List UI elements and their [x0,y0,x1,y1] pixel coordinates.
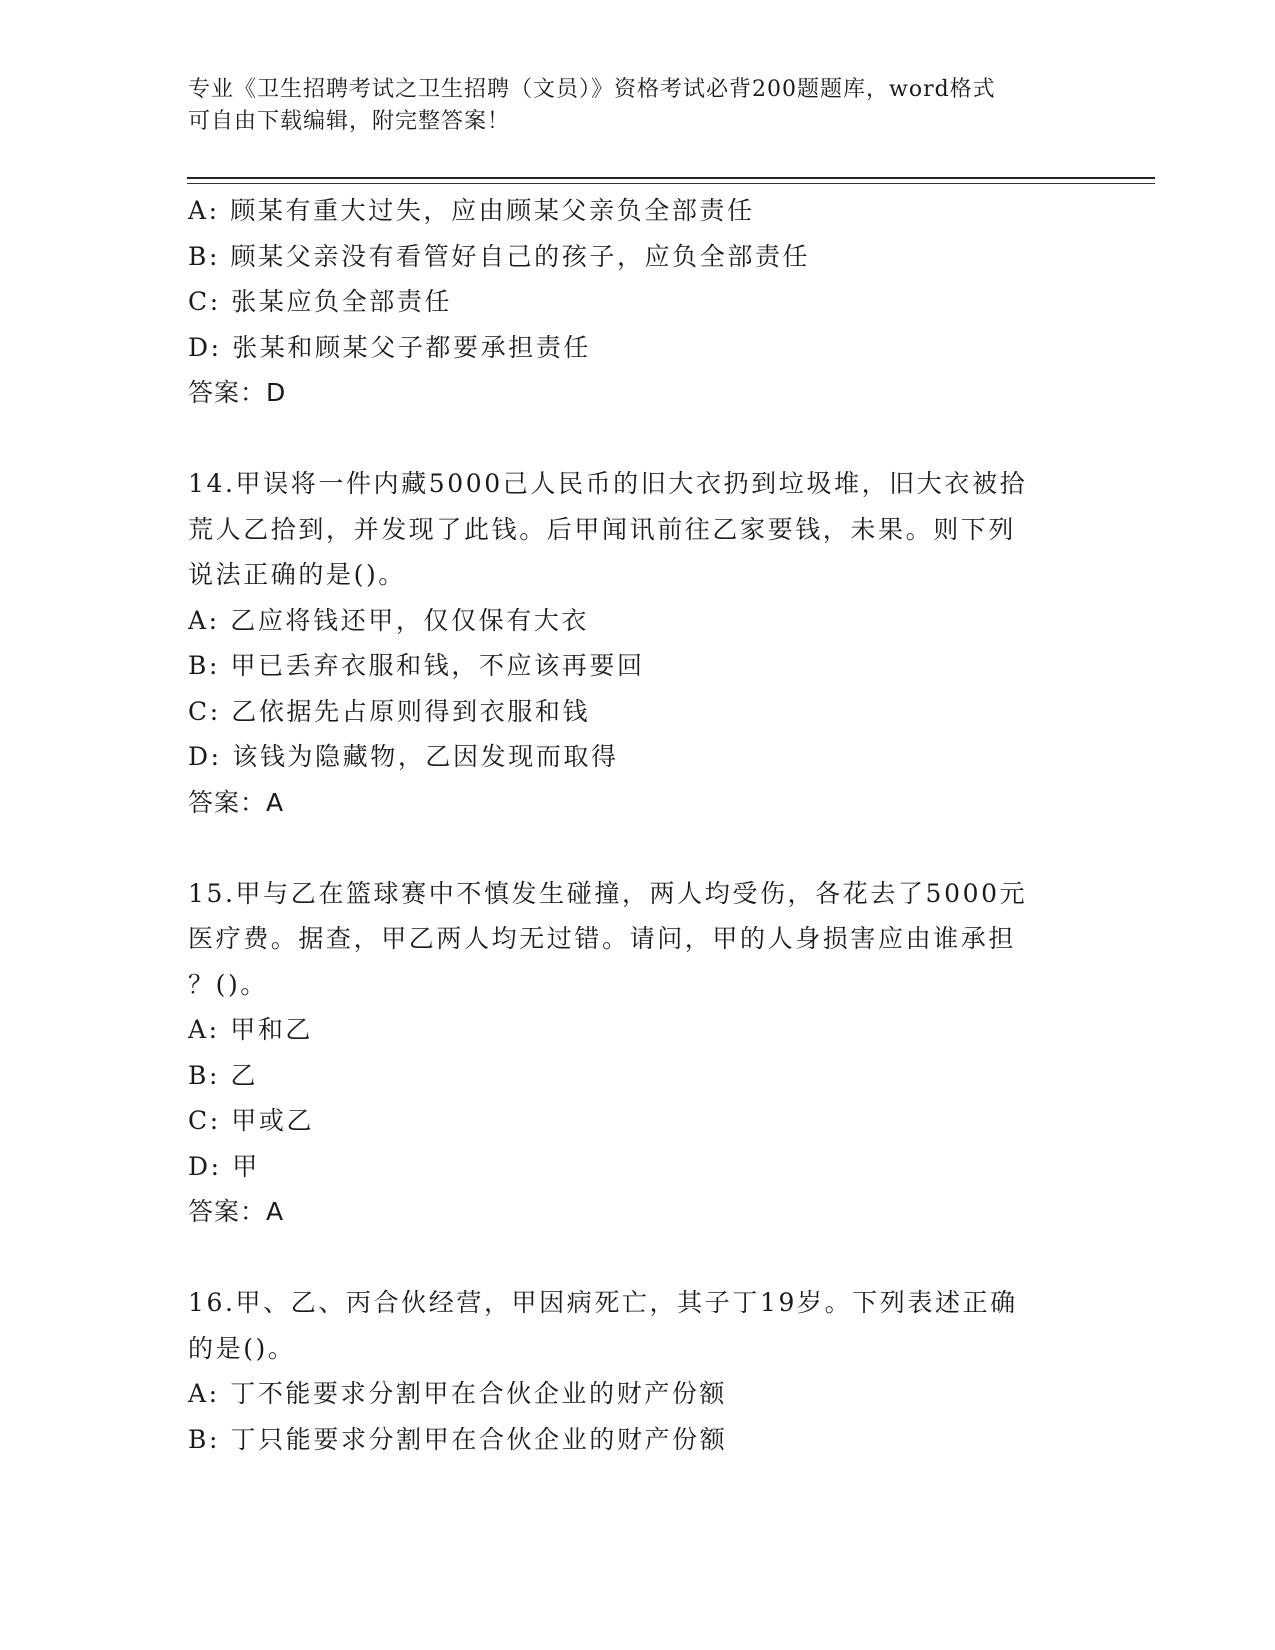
option-d: D: 该钱为隐藏物，乙因发现而取得 [188,742,619,771]
question-15 [188,871,1068,1235]
header-line-2: 可自由下载编辑，附完整答案！ [188,109,511,134]
option-c: C: 乙依据先占原则得到衣服和钱 [188,696,591,726]
option-c: C: 甲或乙 [188,1106,315,1135]
spacer [188,825,1068,871]
option-b: B: 顾某父亲没有看管好自己的孩子，应负全部责任 [188,241,811,271]
answer: 答案：A [188,1197,285,1226]
option-d: D: 甲 [188,1151,260,1181]
header-line-1: 专业《卫生招聘考试之卫生招聘（文员）》资格考试必背200题题库，word格式 [188,77,996,102]
document-header [188,74,1068,138]
header-divider-thick [187,177,1155,179]
spacer [188,1235,1068,1281]
question-stem-line: ？()。 [188,969,268,999]
question-list [188,188,1068,1462]
option-c: C: 张某应负全部责任 [188,287,453,316]
spacer [188,416,1068,462]
question-14 [188,461,1068,825]
question-stem-line: 荒人乙拾到，并发现了此钱。后甲闻讯前往乙家要钱，未果。则下列 [188,514,1017,544]
question-stem-line: 医疗费。据查，甲乙两人均无过错。请问，甲的人身损害应由谁承担 [188,924,1017,953]
option-b: B: 乙 [188,1060,259,1090]
option-b: B: 甲已丢弃衣服和钱，不应该再要回 [188,651,645,680]
option-b: B: 丁只能要求分割甲在合伙企业的财产份额 [188,1424,728,1454]
question-stem-line: 16.甲、乙、丙合伙经营，甲因病死亡，其子丁19岁。下列表述正确 [188,1288,1018,1317]
question-stem-line: 14.甲误将一件内藏5000己人民币的旧大衣扔到垃圾堆，旧大衣被拾 [188,469,1028,498]
question-16 [188,1280,1068,1462]
question-stem-line: 的是()。 [188,1333,296,1363]
option-d: D: 张某和顾某父子都要承担责任 [188,332,592,362]
question-13 [188,188,1068,416]
header-divider-thin [187,183,1155,184]
option-a: A: 顾某有重大过失，应由顾某父亲负全部责任 [188,196,755,225]
answer: 答案：D [188,378,287,407]
answer: 答案：A [188,787,285,817]
option-a: A: 乙应将钱还甲，仅仅保有大衣 [188,605,590,635]
question-stem-line: 15.甲与乙在篮球赛中不慎发生碰撞，两人均受伤，各花去了5000元 [188,878,1028,908]
question-stem-line: 说法正确的是()。 [188,560,406,589]
option-a: A: 甲和乙 [188,1015,314,1044]
option-a: A: 丁不能要求分割甲在合伙企业的财产份额 [188,1379,728,1408]
